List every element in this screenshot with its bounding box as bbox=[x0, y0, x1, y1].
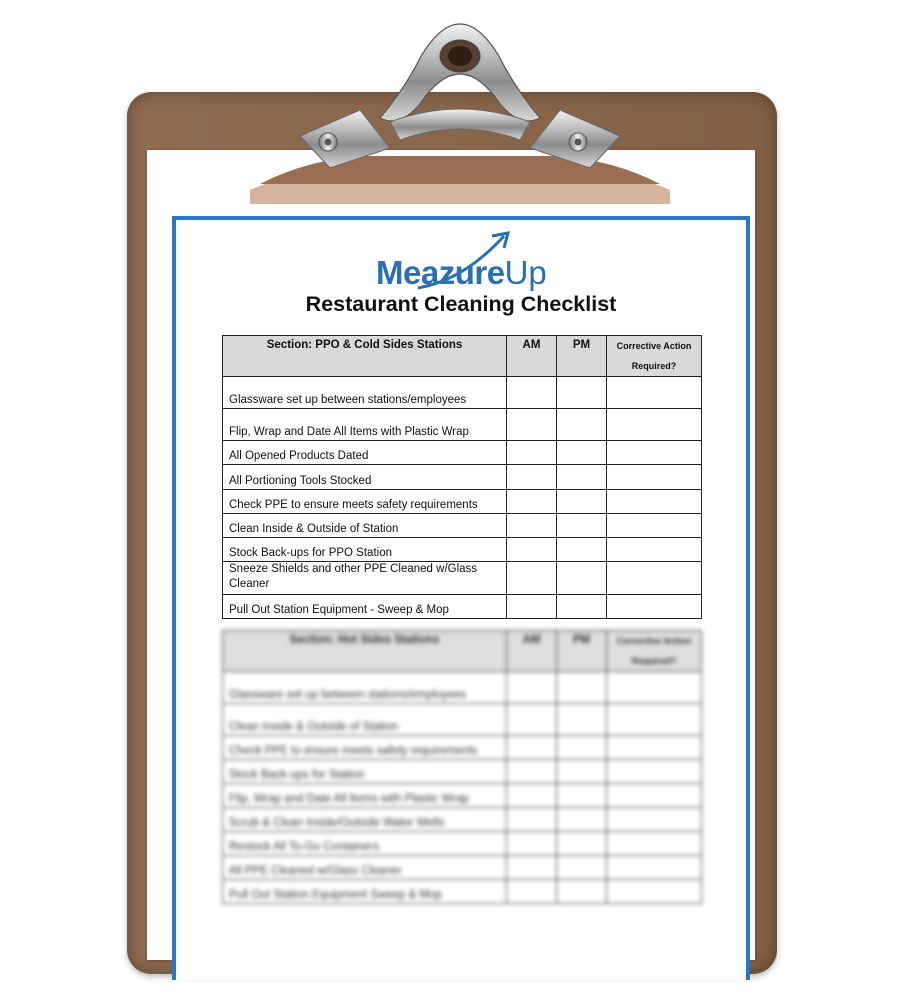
am-checkbox[interactable] bbox=[507, 808, 557, 832]
row-label: All PPE Cleaned w/Glass Cleaner bbox=[223, 856, 507, 880]
pm-checkbox[interactable] bbox=[557, 538, 607, 562]
corrective-action-cell[interactable] bbox=[607, 784, 702, 808]
corrective-action-cell[interactable] bbox=[607, 465, 702, 490]
pm-checkbox[interactable] bbox=[557, 441, 607, 465]
am-checkbox[interactable] bbox=[507, 760, 557, 784]
table-row bbox=[223, 409, 702, 441]
am-checkbox[interactable] bbox=[507, 409, 557, 441]
pm-checkbox[interactable] bbox=[557, 760, 607, 784]
pm-checkbox[interactable] bbox=[557, 409, 607, 441]
am-checkbox[interactable] bbox=[507, 832, 557, 856]
pm-checkbox[interactable] bbox=[557, 562, 607, 595]
corrective-action-cell[interactable] bbox=[607, 490, 702, 514]
table-row bbox=[223, 538, 702, 562]
am-checkbox[interactable] bbox=[507, 465, 557, 490]
pm-checkbox[interactable] bbox=[557, 704, 607, 736]
row-label: Check PPE to ensure meets safety requirements bbox=[223, 736, 507, 760]
corrective-action-cell[interactable] bbox=[607, 377, 702, 409]
am-checkbox[interactable] bbox=[507, 784, 557, 808]
am-checkbox[interactable] bbox=[507, 377, 557, 409]
am-checkbox[interactable] bbox=[507, 595, 557, 619]
am-header: AM bbox=[507, 336, 557, 377]
table-row bbox=[223, 832, 702, 856]
corrective-action-cell[interactable] bbox=[607, 736, 702, 760]
pm-checkbox[interactable] bbox=[557, 832, 607, 856]
corrective-action-header: Corrective Action Required? bbox=[607, 336, 702, 377]
pm-checkbox[interactable] bbox=[557, 808, 607, 832]
table-row bbox=[223, 760, 702, 784]
row-label: Sneeze Shields and other PPE Cleaned w/Glass Cleaner bbox=[223, 562, 507, 595]
pm-header: PM bbox=[557, 631, 607, 672]
pm-checkbox[interactable] bbox=[557, 736, 607, 760]
corrective-action-cell[interactable] bbox=[607, 760, 702, 784]
arrow-up-right-icon bbox=[414, 230, 514, 292]
am-checkbox[interactable] bbox=[507, 490, 557, 514]
corrective-action-cell[interactable] bbox=[607, 562, 702, 595]
table-row bbox=[223, 441, 702, 465]
row-label: Flip, Wrap and Date All Items with Plastic Wrap bbox=[223, 784, 507, 808]
table-row bbox=[223, 736, 702, 760]
pm-checkbox[interactable] bbox=[557, 880, 607, 904]
table-row bbox=[223, 672, 702, 704]
table-row bbox=[223, 562, 702, 595]
table-row bbox=[223, 880, 702, 904]
section-header: Section: Hot Sides Stations bbox=[223, 631, 507, 672]
row-label: Clean Inside & Outside of Station bbox=[223, 704, 507, 736]
am-checkbox[interactable] bbox=[507, 514, 557, 538]
row-label: Pull Out Station Equipment Sweep & Mop bbox=[223, 880, 507, 904]
pm-checkbox[interactable] bbox=[557, 377, 607, 409]
am-checkbox[interactable] bbox=[507, 672, 557, 704]
am-header: AM bbox=[507, 631, 557, 672]
table-row bbox=[223, 856, 702, 880]
corrective-action-cell[interactable] bbox=[607, 832, 702, 856]
corrective-action-cell[interactable] bbox=[607, 441, 702, 465]
row-label: All Opened Products Dated bbox=[223, 441, 507, 465]
table-row bbox=[223, 490, 702, 514]
corrective-action-cell[interactable] bbox=[607, 704, 702, 736]
am-checkbox[interactable] bbox=[507, 704, 557, 736]
row-label: Clean Inside & Outside of Station bbox=[223, 514, 507, 538]
corrective-action-cell[interactable] bbox=[607, 409, 702, 441]
am-checkbox[interactable] bbox=[507, 856, 557, 880]
table-header-row bbox=[223, 336, 702, 377]
table-row bbox=[223, 595, 702, 619]
table-row bbox=[223, 808, 702, 832]
am-checkbox[interactable] bbox=[507, 562, 557, 595]
corrective-action-cell[interactable] bbox=[607, 880, 702, 904]
corrective-action-cell[interactable] bbox=[607, 595, 702, 619]
logo-text-up: Up bbox=[504, 254, 547, 291]
table-row bbox=[223, 704, 702, 736]
table-row bbox=[223, 465, 702, 490]
row-label: Flip, Wrap and Date All Items with Plastic Wrap bbox=[223, 409, 507, 441]
pm-checkbox[interactable] bbox=[557, 595, 607, 619]
pm-checkbox[interactable] bbox=[557, 514, 607, 538]
table-row bbox=[223, 514, 702, 538]
clipboard-clip-icon bbox=[240, 18, 680, 208]
row-label: Glassware set up between stations/employees bbox=[223, 377, 507, 409]
pm-checkbox[interactable] bbox=[557, 490, 607, 514]
corrective-action-cell[interactable] bbox=[607, 514, 702, 538]
am-checkbox[interactable] bbox=[507, 538, 557, 562]
checklist-table-hot-sides bbox=[222, 630, 702, 904]
row-label: Restock All To-Go Containers bbox=[223, 832, 507, 856]
pm-checkbox[interactable] bbox=[557, 784, 607, 808]
corrective-action-cell[interactable] bbox=[607, 538, 702, 562]
corrective-action-cell[interactable] bbox=[607, 808, 702, 832]
checklist-table-cold-sides bbox=[222, 335, 702, 619]
row-label: All Portioning Tools Stocked bbox=[223, 465, 507, 490]
row-label: Glassware set up between stations/employees bbox=[223, 672, 507, 704]
am-checkbox[interactable] bbox=[507, 736, 557, 760]
row-label: Check PPE to ensure meets safety requirements bbox=[223, 490, 507, 514]
row-label: Stock Back-ups for PPO Station bbox=[223, 538, 507, 562]
logo-text-meazure: Meazure bbox=[376, 254, 505, 291]
table-header-row bbox=[223, 631, 702, 672]
row-label: Stock Back-ups for Station bbox=[223, 760, 507, 784]
pm-checkbox[interactable] bbox=[557, 465, 607, 490]
page-title: Restaurant Cleaning Checklist bbox=[305, 292, 617, 316]
table-row bbox=[223, 784, 702, 808]
section-header: Section: PPO & Cold Sides Stations bbox=[223, 336, 507, 377]
am-checkbox[interactable] bbox=[507, 880, 557, 904]
corrective-action-header: Corrective Action Required? bbox=[607, 631, 702, 672]
row-label: Pull Out Station Equipment - Sweep & Mop bbox=[223, 595, 507, 619]
corrective-action-cell[interactable] bbox=[607, 856, 702, 880]
pm-checkbox[interactable] bbox=[557, 672, 607, 704]
pm-checkbox[interactable] bbox=[557, 856, 607, 880]
table-row bbox=[223, 377, 702, 409]
corrective-action-cell[interactable] bbox=[607, 672, 702, 704]
am-checkbox[interactable] bbox=[507, 441, 557, 465]
pm-header: PM bbox=[557, 336, 607, 377]
row-label: Scrub & Clean Inside/Outside Water Wells bbox=[223, 808, 507, 832]
